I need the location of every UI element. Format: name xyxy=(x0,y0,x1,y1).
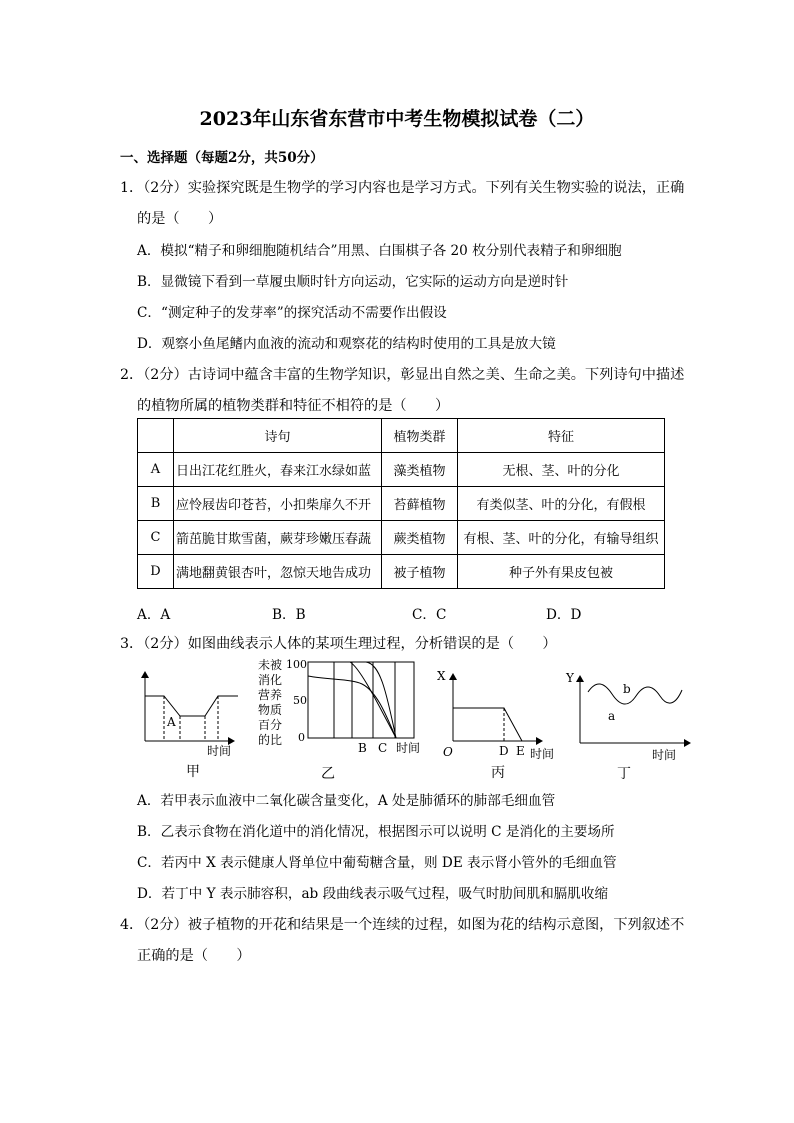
yi-ylabel-line: 未被 xyxy=(258,658,283,672)
yi-ylabel-line: 营养 xyxy=(258,688,283,702)
bing-mark-e: E xyxy=(516,744,525,758)
table-cell: 蕨类植物 xyxy=(382,521,458,555)
yi-ylabel-line: 的比 xyxy=(258,733,283,747)
q3-option-b: B．乙表示食物在消化道中的消化情况，根据图示可以说明 C 是消化的主要场所 xyxy=(137,824,615,840)
ding-xlabel: 时间 xyxy=(652,748,677,762)
ding-caption: 丁 xyxy=(617,766,631,782)
ding-label-a: a xyxy=(608,709,616,723)
q1-option-b: B．显微镜下看到一草履虫顺时针方向运动，它实际的运动方向是逆时针 xyxy=(137,274,569,290)
q3-option-d: D．若丁中 Y 表示肺容积，ab 段曲线表示吸气过程，吸气时肋间肌和膈肌收缩 xyxy=(137,886,609,902)
q3-figures xyxy=(0,650,794,790)
ding-curve xyxy=(588,684,682,704)
table-cell: 满地翻黄银杏叶，忽惊天地告成功 xyxy=(174,555,382,589)
exam-title: 2023年山东省东营市中考生物模拟试卷（二） xyxy=(199,108,595,130)
yi-tick-50: 50 xyxy=(293,694,307,707)
jia-xlabel: 时间 xyxy=(207,744,232,758)
ding-ylabel: Y xyxy=(566,671,574,685)
section-heading: 一、选择题（每题2分，共50分） xyxy=(120,150,324,166)
jia-caption: 甲 xyxy=(186,764,200,780)
table-row xyxy=(138,521,665,555)
bing-ylabel: X xyxy=(437,669,446,683)
table-cell: 被子植物 xyxy=(382,555,458,589)
q1-stem-line2: 的是（ ） xyxy=(137,211,223,227)
q3-option-c: C．若丙中 X 表示健康人肾单位中葡萄糖含量，则 DE 表示肾小管外的毛细血管 xyxy=(137,855,617,871)
q4-stem-line1: 4．（2分）被子植物的开花和结果是一个连续的过程，如图为花的结构示意图，下列叙述不 xyxy=(120,917,685,933)
table-cell: 苔藓植物 xyxy=(382,487,458,521)
yi-ylabel-line: 消化 xyxy=(258,673,283,687)
table-cell: A xyxy=(138,453,174,487)
table-cell: 无根、茎、叶的分化 xyxy=(458,453,665,487)
table-cell: 应怜屐齿印苍苔，小扣柴扉久不开 xyxy=(174,487,382,521)
bing-curve xyxy=(453,708,522,741)
table-row xyxy=(138,487,665,521)
table-cell: D xyxy=(138,555,174,589)
table-cell: 日出江花红胜火，春来江水绿如蓝 xyxy=(174,453,382,487)
yi-xlabel: 时间 xyxy=(396,741,421,755)
bing-origin: O xyxy=(443,745,453,759)
q2-answer-a: A．A xyxy=(137,607,171,623)
table-cell: 藻类植物 xyxy=(382,453,458,487)
table-row xyxy=(138,453,665,487)
q2-answer-c: C．C xyxy=(412,607,447,623)
table-header-cell xyxy=(138,419,174,453)
q3-stem: 3．（2分）如图曲线表示人体的某项生理过程，分析错误的是（ ） xyxy=(120,636,557,652)
table-header-cell: 植物类群 xyxy=(382,419,458,453)
table-cell: 有根、茎、叶的分化，有输导组织 xyxy=(458,521,665,555)
yi-frame xyxy=(308,662,414,738)
table-cell: 箭茁脆甘欺雪菌，蕨芽珍嫩压春蔬 xyxy=(174,521,382,555)
yi-mark-c: C xyxy=(378,741,388,755)
bing-xlabel: 时间 xyxy=(530,747,555,761)
q1-option-c: C．“测定种子的发芽率”的探究活动不需要作出假设 xyxy=(137,305,447,321)
table-cell: C xyxy=(138,521,174,555)
yi-tick-100: 100 xyxy=(286,658,307,671)
yi-tick-0: 0 xyxy=(298,731,305,744)
figure-ding xyxy=(565,671,690,782)
q3-option-a: A．若甲表示血液中二氧化碳含量变化，A 处是肺循环的肺部毛细血管 xyxy=(137,793,556,809)
q2-stem-line2: 的植物所属的植物类群和特征不相符的是（ ） xyxy=(137,398,450,414)
q2-answer-d: D．D xyxy=(546,607,582,623)
yi-caption: 乙 xyxy=(321,766,335,782)
table-row xyxy=(138,555,665,589)
figure-bing xyxy=(437,669,554,781)
q4-stem-line2: 正确的是（ ） xyxy=(137,948,251,964)
table-header-cell: 特征 xyxy=(458,419,665,453)
yi-ylabel-line: 物质 xyxy=(258,703,283,717)
plant-groups-table xyxy=(137,418,665,589)
figure-yi xyxy=(258,657,420,782)
table-header-cell: 诗句 xyxy=(174,419,382,453)
table-cell: 种子外有果皮包被 xyxy=(458,555,665,589)
q1-stem-line1: 1．（2分）实验探究既是生物学的学习内容也是学习方式。下列有关生物实验的说法，正确 xyxy=(120,180,685,196)
q2-stem-line1: 2．（2分）古诗词中蕴含丰富的生物学知识，彰显出自然之美、生命之美。下列诗句中描述 xyxy=(120,367,685,383)
table-cell: 有类似茎、叶的分化，有假根 xyxy=(458,487,665,521)
figure-jia xyxy=(145,672,238,780)
yi-mark-b: B xyxy=(358,741,367,755)
q2-answer-b: B．B xyxy=(272,607,306,623)
table-cell: B xyxy=(138,487,174,521)
q1-option-a: A．模拟“精子和卵细胞随机结合”用黑、白围棋子各 20 枚分别代表精子和卵细胞 xyxy=(137,243,622,259)
ding-label-b: b xyxy=(623,682,631,696)
table-header-row xyxy=(138,419,665,453)
yi-ylabel-line: 百分 xyxy=(258,718,283,732)
q1-option-d: D．观察小鱼尾鳍内血液的流动和观察花的结构时使用的工具是放大镜 xyxy=(137,336,556,352)
jia-label-a: A xyxy=(167,715,176,729)
jia-curve xyxy=(145,696,238,716)
bing-mark-d: D xyxy=(499,744,509,758)
bing-caption: 丙 xyxy=(491,765,505,781)
